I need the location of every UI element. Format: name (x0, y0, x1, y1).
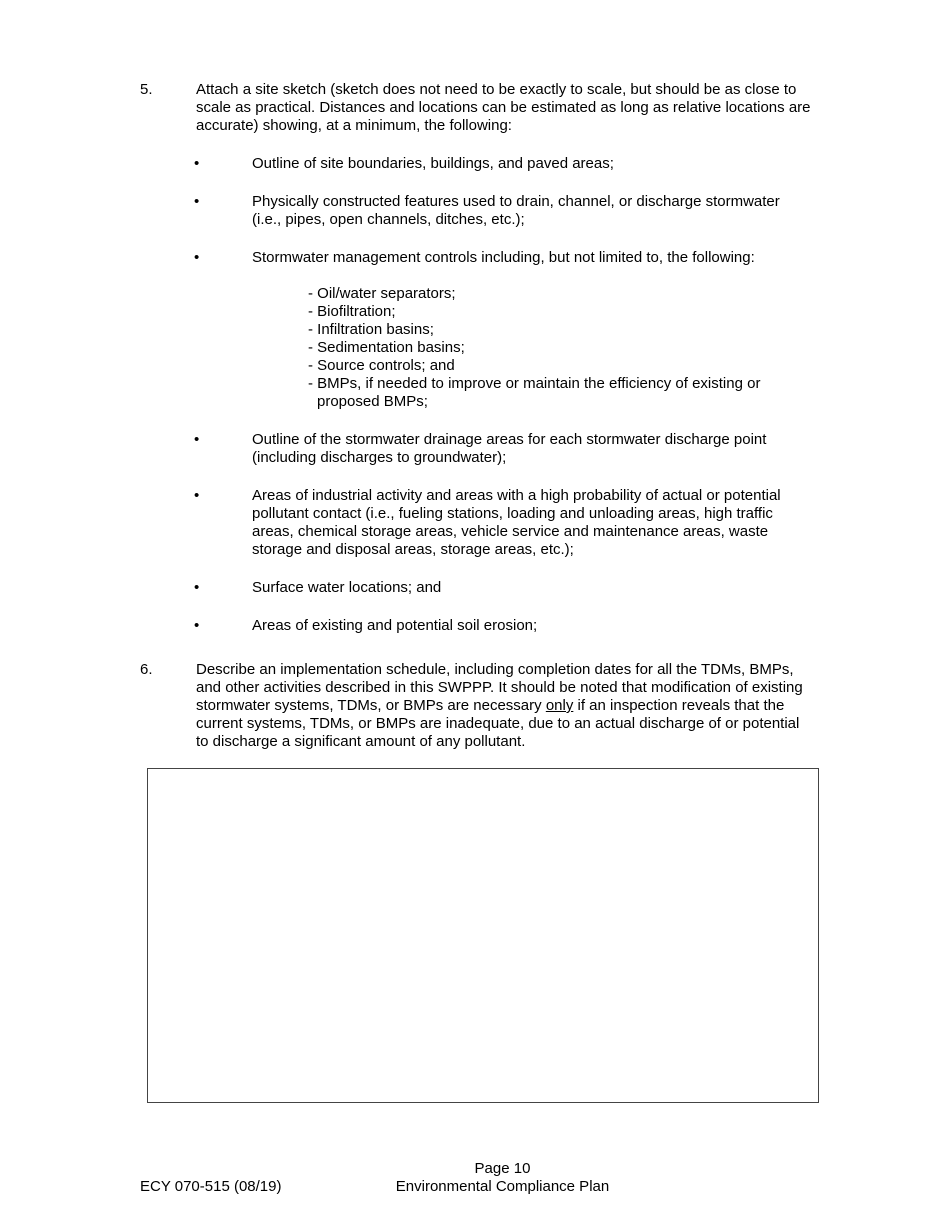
requirements-list-continued (140, 431, 820, 635)
item-text (196, 661, 816, 751)
bullet-icon: • (194, 249, 200, 266)
bullet-icon: • (194, 487, 200, 504)
bullet-icon: • (194, 579, 200, 596)
bullet-text: Surface water locations; and (252, 579, 442, 596)
bullet-icon: • (194, 155, 200, 172)
bullet-icon: • (194, 617, 200, 634)
sublist-item: - Infiltration basins; (308, 321, 434, 338)
instruction-item-5 (140, 81, 820, 635)
list-item (140, 487, 812, 559)
bullet-icon: • (194, 193, 200, 210)
instruction-item-6 (140, 661, 820, 751)
list-item (140, 579, 812, 597)
item-number: 6. (140, 661, 153, 678)
sublist-item: - Biofiltration; (308, 303, 396, 320)
underlined-word: only (545, 697, 574, 714)
item-text: Attach a site sketch (sketch does not need to be exactly to scale, but should be as close to scale as practical. Distances and locations can be estimated as long as relative locations are accurate) showing, at a minimum, the following: (196, 81, 811, 134)
item-text-part: if an inspection reveals that the current systems, TDMs, or BMPs are inadequate, due to an actual discharge of or potential to discharge a significant amount of any pollutant. (196, 697, 800, 750)
requirements-list (140, 155, 820, 267)
plan-title: Environmental Compliance Plan (395, 1178, 610, 1195)
bullet-text: Outline of the stormwater drainage areas for each stormwater discharge point (including discharges to groundwater); (252, 431, 767, 466)
list-item (140, 431, 812, 467)
bullet-text: Areas of industrial activity and areas with a high probability of actual or potential pollutant contact (i.e., fueling stations, loading and unloading areas, high traffic areas, chemical storage areas, vehicle service and maintenance areas, waste storage and disposal areas, storage areas, etc.); (252, 487, 781, 558)
item-text-part: Describe an implementation schedule, including completion dates for all the TDMs, BMPs, and other activities described in this SWPPP. It should be noted that modification of existing stormwater systems, TDMs, or BMPs are necessary (196, 661, 803, 714)
item-number: 5. (140, 81, 153, 98)
page-number: Page 10 (474, 1160, 531, 1177)
sublist-item: - Oil/water separators; (308, 285, 456, 302)
sublist-item: - Sedimentation basins; (308, 339, 465, 356)
sublist-item: - BMPs, if needed to improve or maintain the efficiency of existing or proposed BMPs; (308, 375, 761, 410)
controls-sublist (140, 285, 798, 411)
list-item (140, 249, 812, 267)
list-item (140, 617, 812, 635)
bullet-text: Areas of existing and potential soil erosion; (252, 617, 538, 634)
bullet-icon: • (194, 431, 200, 448)
list-item (140, 193, 812, 229)
bullet-text: Stormwater management controls including, but not limited to, the following: (252, 249, 755, 266)
sublist-item: - Source controls; and (308, 357, 455, 374)
response-text-box[interactable] (147, 768, 819, 1103)
bullet-text: Outline of site boundaries, buildings, and paved areas; (252, 155, 614, 172)
list-item (140, 155, 812, 173)
form-number: ECY 070-515 (08/19) (140, 1178, 282, 1195)
bullet-text: Physically constructed features used to drain, channel, or discharge stormwater (i.e., pipes, open channels, ditches, etc.); (252, 193, 780, 228)
